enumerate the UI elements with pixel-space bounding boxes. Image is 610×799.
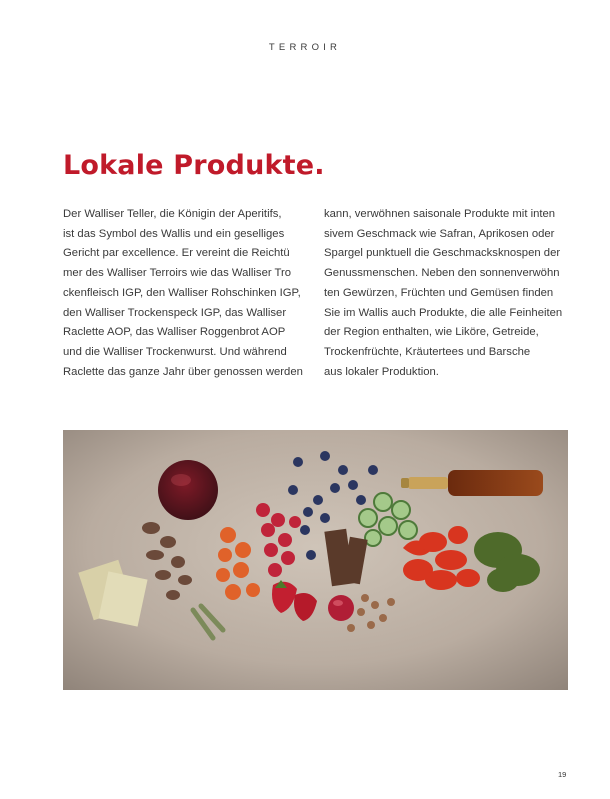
text-line: Trockenfrüchte, Kräutertees und Barsche (324, 345, 531, 358)
text-line: den Walliser Trockenspeck IGP, das Walliser (63, 306, 287, 319)
body-text-right-column (324, 205, 572, 382)
jam-jar (328, 595, 354, 621)
text-line: aus lokaler Produktion. (324, 365, 439, 378)
text-line: ten Gewürzen, Früchten und Gemüsen finden (324, 286, 554, 299)
text-line: kann, verwöhnen saisonale Produkte mit inten (324, 208, 556, 220)
text-line: mer des Walliser Terroirs wie das Walliser Tro (63, 267, 292, 280)
page-number: 19 (558, 770, 567, 779)
text-line: Raclette das ganze Jahr über genossen werden (63, 365, 303, 378)
article-title: Lokale Produkte. (63, 150, 325, 181)
text-line: Sie im Wallis auch Produkte, die alle Feinheiten (324, 306, 563, 319)
text-line: Spargel punktuell die Geschmacksknospen der (324, 247, 561, 260)
text-line: Raclette AOP, das Walliser Roggenbrot AOP (63, 326, 286, 339)
text-line: ckenfleisch IGP, den Walliser Rohschinken IGP, (63, 286, 301, 299)
text-line: der Region enthalten, wie Liköre, Getreide, (324, 326, 539, 339)
text-line: Der Walliser Teller, die Königin der Aperitifs, (63, 208, 282, 220)
section-label: TERROIR (268, 42, 342, 53)
text-line: Genussmenschen. Neben den sonnenverwöhn (324, 267, 560, 280)
text-line: sivem Geschmack wie Safran, Aprikosen oder (324, 227, 555, 240)
text-line: Gericht par excellence. Er vereint die Reichtü (63, 247, 290, 260)
wine-glass (158, 460, 218, 520)
body-text-left-column (63, 205, 311, 382)
food-photo (63, 430, 568, 690)
text-line: ist das Symbol des Wallis und ein geselliges (63, 227, 285, 240)
text-line: und die Walliser Trockenwurst. Und während (63, 345, 287, 358)
